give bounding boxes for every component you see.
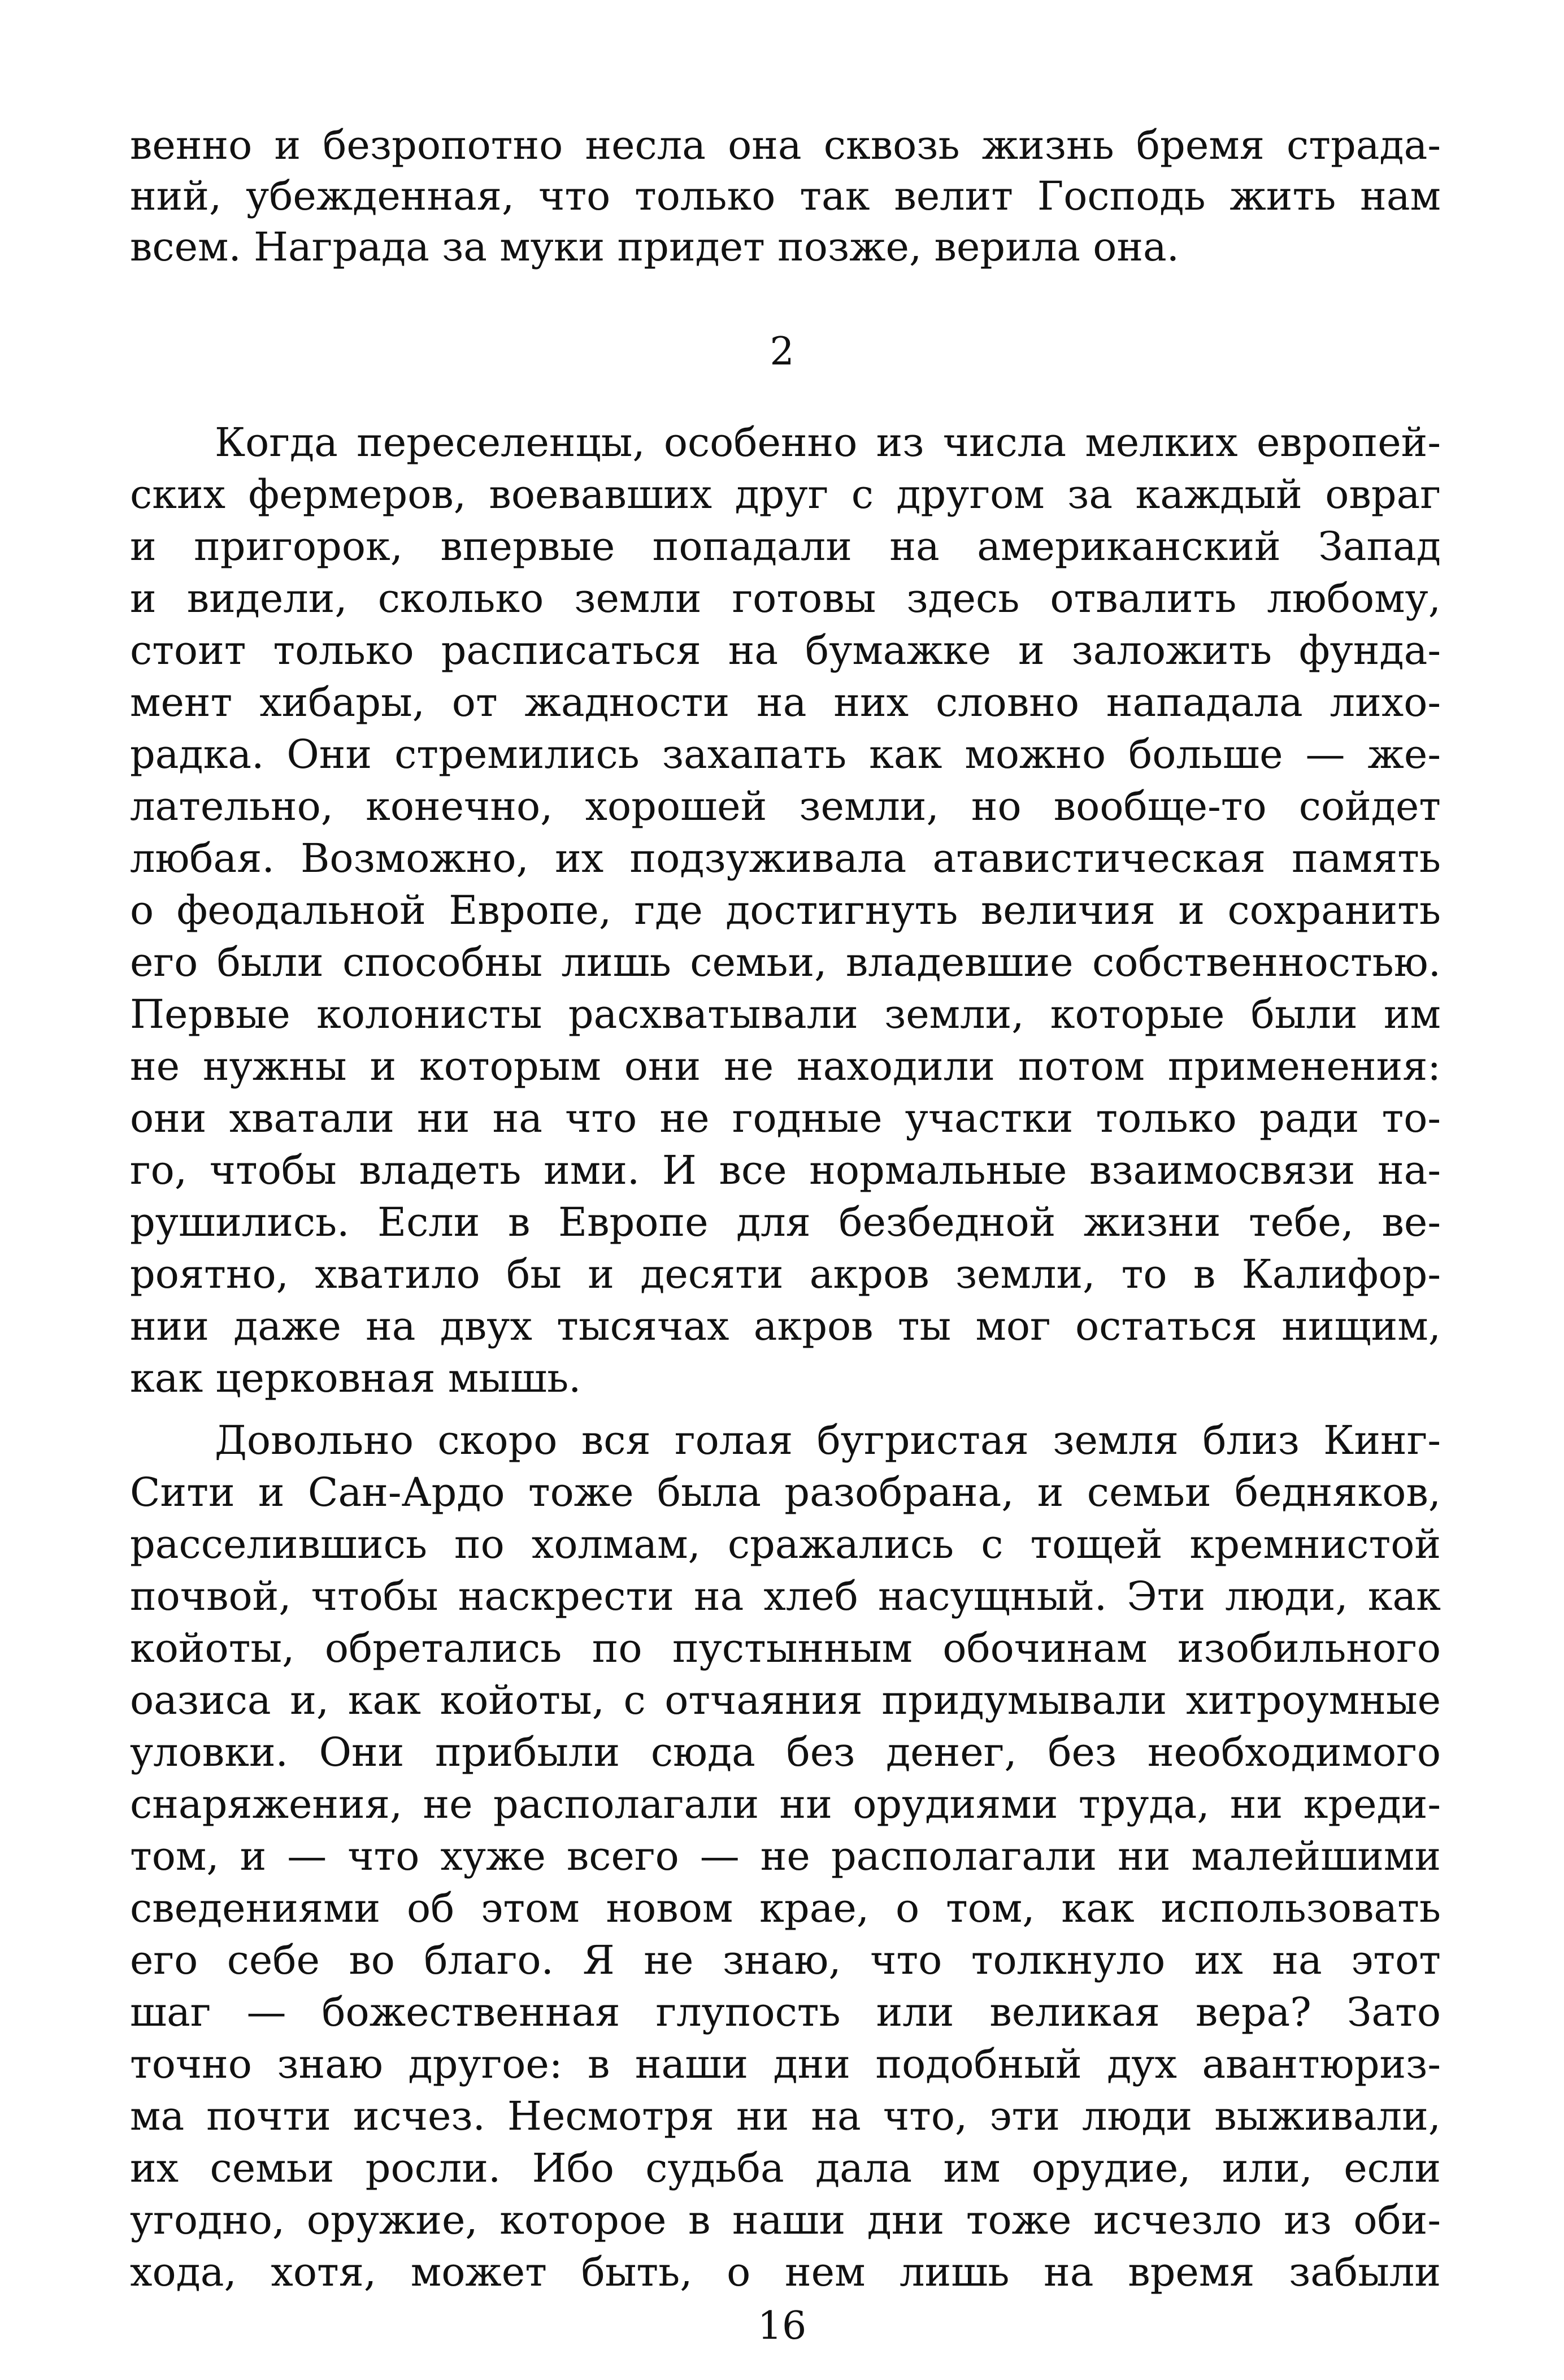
text-line: любая. Возможно, их подзуживала атавистическая память bbox=[130, 835, 1441, 881]
text-line: его себе во благо. Я не знаю, что толкнуло их на этот bbox=[130, 1937, 1441, 1983]
text-line: Когда переселенцы, особенно из числа мелких европей- bbox=[215, 419, 1441, 466]
text-line: всем. Награда за муки придет позже, верила она. bbox=[130, 224, 1179, 270]
text-line: радка. Они стремились захапать как можно больше — же- bbox=[130, 731, 1441, 778]
text-line: Сити и Сан-Ардо тоже была разобрана, и семьи бедняков, bbox=[130, 1469, 1441, 1515]
text-line: сведениями об этом новом крае, о том, как использовать bbox=[130, 1885, 1441, 1931]
page-number: 16 bbox=[757, 2304, 807, 2348]
text-line: Первые колонисты расхватывали земли, которые были им bbox=[130, 991, 1441, 1037]
text-line: его были способны лишь семьи, владевшие собственностью. bbox=[130, 939, 1441, 985]
text-line: и видели, сколько земли готовы здесь отвалить любому, bbox=[130, 575, 1441, 622]
text-line: ний, убежденная, что только так велит Господь жить нам bbox=[130, 173, 1441, 219]
text-line: венно и безропотно несла она сквозь жизнь бремя страда- bbox=[130, 122, 1441, 168]
text-line: как церковная мышь. bbox=[130, 1355, 581, 1401]
text-line: и пригорок, впервые попадали на американский Запад bbox=[130, 523, 1441, 570]
text-line: шаг — божественная глупость или великая вера? Зато bbox=[130, 1989, 1441, 2035]
text-line: не нужны и которым они не находили потом применения: bbox=[130, 1043, 1441, 1089]
text-line: расселившись по холмам, сражались с тощей кремнистой bbox=[130, 1521, 1441, 1567]
text-line: Довольно скоро вся голая бугристая земля близ Кинг- bbox=[215, 1417, 1441, 1463]
text-line: ма почти исчез. Несмотря ни на что, эти люди выживали, bbox=[130, 2093, 1441, 2139]
text-line: снаряжения, не располагали ни орудиями труда, ни креди- bbox=[130, 1781, 1441, 1827]
text-line: уловки. Они прибыли сюда без денег, без необходимого bbox=[130, 1729, 1441, 1775]
text-line: койоты, обретались по пустынным обочинам изобильного bbox=[130, 1625, 1441, 1671]
text-line: го, чтобы владеть ими. И все нормальные взаимосвязи на- bbox=[130, 1147, 1441, 1193]
text-line: нии даже на двух тысячах акров ты мог остаться нищим, bbox=[130, 1303, 1441, 1349]
text-line: угодно, оружие, которое в наши дни тоже исчезло из оби- bbox=[130, 2197, 1441, 2243]
text-line: они хватали ни на что не годные участки только ради то- bbox=[130, 1095, 1441, 1141]
text-line: их семьи росли. Ибо судьба дала им орудие, или, если bbox=[130, 2145, 1441, 2191]
text-line: стоит только расписаться на бумажке и заложить фунда- bbox=[130, 627, 1441, 674]
text-line: оазиса и, как койоты, с отчаяния придумывали хитроумные bbox=[130, 1677, 1441, 1723]
text-line: мент хибары, от жадности на них словно нападала лихо- bbox=[130, 679, 1441, 726]
text-line: ских фермеров, воевавших друг с другом за каждый овраг bbox=[130, 471, 1441, 518]
text-line: том, и — что хуже всего — не располагали ни малейшими bbox=[130, 1833, 1441, 1879]
text-line: хода, хотя, может быть, о нем лишь на время забыли bbox=[130, 2249, 1441, 2295]
text-line: рушились. Если в Европе для безбедной жизни тебе, ве- bbox=[130, 1199, 1441, 1245]
text-line: точно знаю другое: в наши дни подобный дух авантюриз- bbox=[130, 2041, 1441, 2087]
text-line: о феодальной Европе, где достигнуть величия и сохранить bbox=[130, 887, 1441, 933]
section-number: 2 bbox=[770, 329, 794, 374]
text-line: почвой, чтобы наскрести на хлеб насущный. Эти люди, как bbox=[130, 1573, 1441, 1619]
text-line: лательно, конечно, хорошей земли, но вообще-то сойдет bbox=[130, 783, 1441, 829]
text-line: роятно, хватило бы и десяти акров земли, то в Калифор- bbox=[130, 1251, 1441, 1297]
